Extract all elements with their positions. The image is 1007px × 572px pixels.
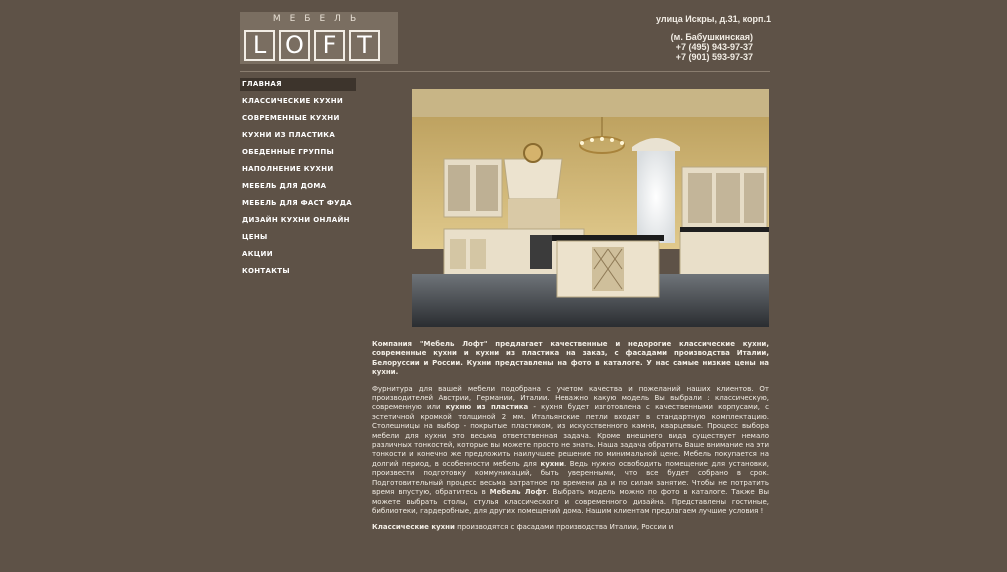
description-text-1: Фурнитура для вашей мебели подобрана с учетом качества и пожеланий наших клиентов. От производителей Австрии, Германии, Италии. Неважно какую модель Вы выбрали : классическую, современную или <box>372 384 769 412</box>
description-text-2: - кухня будет изготовлена с качественными корпусами, с эстетичной кромкой толщиной 2 мм. Итальянские петли входят в стандартную комплектацию. Столешницы на выбор - покрытые пластиком, из искусственного камня, кварцевые. Процесс выбора мебели для кухни это весьма ответственная задача. Кроме внешнего вида существует немало различных тонкостей, которые вы можете просто не знать. Наша задача обратить Ваше внимание на эти тонкости и конечно же предложить наилучшее решение по минимальной цене. Мебель покупается на долгий период, в особенности мебель для <box>372 403 769 468</box>
header-divider <box>240 71 770 72</box>
logo-letters <box>244 30 380 61</box>
contact-phone-1: +7 (495) 943-97-37 <box>675 42 753 52</box>
plastic-kitchen-link[interactable]: кухню из пластика <box>445 403 529 412</box>
nav-item-promotions[interactable]: АКЦИИ <box>242 250 273 258</box>
main-nav <box>240 78 356 282</box>
nav-item-classic-kitchens[interactable]: КЛАССИЧЕСКИЕ КУХНИ <box>242 97 344 105</box>
classic-kitchens-link[interactable]: Классические кухни <box>372 523 455 532</box>
intro-paragraph: Компания "Мебель Лофт" предлагает качественные и недорогие классические кухни, современные кухни и кухни из пластика на заказ, с фасадами производства Италии, Белоруссии и России. Кухни представлены на фото в каталоге. У нас самые низкие цены на кухни. <box>372 340 769 377</box>
description-text-3: . Ведь нужно освободить помещение для установки, произвести подготовку коммуникаций, быть уверенными, что все будет собрано в срок. Подготовительный процесс весьма затратное по времени да и по силам занятие. Чтобы не потратить время впустую, обратитесь в <box>372 459 770 497</box>
logo-letter-t: T <box>349 30 380 61</box>
kitchen-link[interactable]: кухни <box>540 459 565 468</box>
contact-phone-2: +7 (901) 593-97-37 <box>675 52 753 62</box>
contact-address: улица Искры, д.31, корп.1 <box>656 14 771 24</box>
nav-item-modern-kitchens[interactable]: СОВРЕМЕННЫЕ КУХНИ <box>242 114 340 122</box>
description-paragraph <box>372 385 769 517</box>
logo-letter-f: F <box>314 30 345 61</box>
kitchen-photo <box>412 89 769 327</box>
logo-top-text: МЕБЕЛЬ <box>272 14 366 24</box>
classic-paragraph <box>372 523 769 532</box>
main-content <box>372 340 769 540</box>
company-name-link[interactable]: Мебель Лофт <box>489 488 547 497</box>
logo-letter-o: O <box>279 30 310 61</box>
nav-item-fastfood-furniture[interactable]: МЕБЕЛЬ ДЛЯ ФАСТ ФУДА <box>242 199 353 207</box>
nav-item-home[interactable]: ГЛАВНАЯ <box>240 78 356 91</box>
contact-metro: (м. Бабушкинская) <box>670 32 753 42</box>
nav-item-dining-groups[interactable]: ОБЕДЕННЫЕ ГРУППЫ <box>242 148 335 156</box>
nav-item-home-furniture[interactable]: МЕБЕЛЬ ДЛЯ ДОМА <box>242 182 327 190</box>
nav-item-contacts[interactable]: КОНТАКТЫ <box>242 267 290 275</box>
nav-item-prices[interactable]: ЦЕНЫ <box>242 233 268 241</box>
logo-letter-l: L <box>244 30 275 61</box>
description-text-4: . Выбрать модель можно по фото в каталоге. Также Вы можете выбрать столы, стулья классического и современного дизайна. Представлены гостиные, библиотеки, гардеробные, для других помещений дома. Нашим клиентам предлагаем лучшие условия ! <box>372 488 770 515</box>
nav-item-kitchen-filling[interactable]: НАПОЛНЕНИЕ КУХНИ <box>242 165 334 173</box>
site-logo[interactable] <box>240 12 398 64</box>
nav-item-kitchen-design-online[interactable]: ДИЗАЙН КУХНИ ОНЛАЙН <box>242 216 350 224</box>
nav-item-plastic-kitchens[interactable]: КУХНИ ИЗ ПЛАСТИКА <box>242 131 336 139</box>
classic-paragraph-text: производятся с фасадами производства Италии, России и <box>454 523 674 532</box>
